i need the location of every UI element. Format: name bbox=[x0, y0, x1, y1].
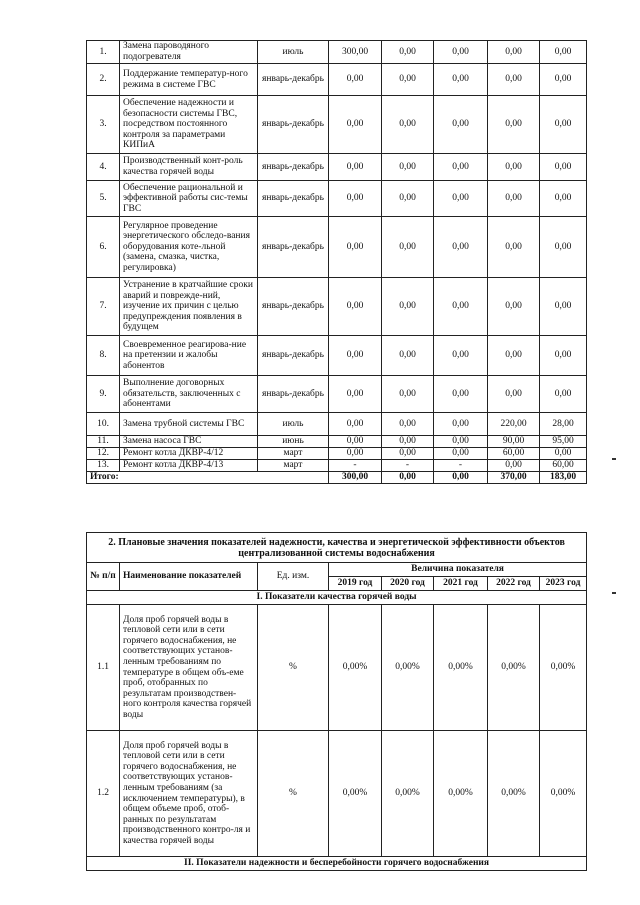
measure-name: Выполнение договорных обязательств, заключенных с абонентами bbox=[120, 376, 258, 413]
section-title: 2. Плановые значения показателей надежности, качества и энергетической эффективности объектов централизованной системы водоснабжения bbox=[87, 533, 587, 563]
amount-cell: 0,00 bbox=[488, 64, 540, 96]
amount-cell: 0,00 bbox=[382, 336, 434, 376]
amount-cell: 0,00 bbox=[540, 96, 587, 154]
table-row bbox=[87, 217, 587, 278]
row-number: 1.2 bbox=[87, 731, 120, 857]
period: январь-декабрь bbox=[258, 376, 329, 413]
total-amount: 370,00 bbox=[488, 472, 540, 484]
period: январь-декабрь bbox=[258, 96, 329, 154]
measure-name: Своевременное реагирова-ние на претензии и жалобы абонентов bbox=[120, 336, 258, 376]
amount-cell: 0,00 bbox=[329, 336, 382, 376]
amount-cell: 28,00 bbox=[540, 413, 587, 436]
scan-mark bbox=[612, 592, 616, 594]
value-cell: 0,00% bbox=[329, 605, 382, 731]
amount-cell: 0,00 bbox=[329, 413, 382, 436]
row-number: 2. bbox=[87, 64, 120, 96]
measure-name: Ремонт котла ДКВР-4/13 bbox=[120, 460, 258, 472]
value-cell: 0,00% bbox=[329, 731, 382, 857]
amount-cell: 0,00 bbox=[434, 181, 488, 217]
amount-cell: 0,00 bbox=[434, 41, 488, 64]
col-header-year: 2020 год bbox=[382, 577, 434, 591]
amount-cell: 0,00 bbox=[434, 413, 488, 436]
scan-mark bbox=[612, 458, 616, 460]
value-cell: 0,00% bbox=[434, 731, 488, 857]
row-number: 1.1 bbox=[87, 605, 120, 731]
value-cell: 0,00% bbox=[488, 605, 540, 731]
amount-cell: 300,00 bbox=[329, 41, 382, 64]
col-header-name: Наименование показателей bbox=[120, 563, 258, 591]
amount-cell: 0,00 bbox=[382, 436, 434, 448]
amount-cell: - bbox=[382, 460, 434, 472]
value-cell: 0,00% bbox=[540, 605, 587, 731]
table-row bbox=[87, 181, 587, 217]
amount-cell: 0,00 bbox=[382, 278, 434, 336]
period: январь-декабрь bbox=[258, 64, 329, 96]
col-header-value: Величина показателя bbox=[329, 563, 587, 577]
row-number: 4. bbox=[87, 154, 120, 181]
amount-cell: 0,00 bbox=[329, 448, 382, 460]
amount-cell: 0,00 bbox=[540, 376, 587, 413]
row-number: 8. bbox=[87, 336, 120, 376]
amount-cell: 0,00 bbox=[329, 436, 382, 448]
amount-cell: 0,00 bbox=[540, 154, 587, 181]
measure-name: Замена пароводяного подогревателя bbox=[120, 41, 258, 64]
amount-cell: 90,00 bbox=[488, 436, 540, 448]
period: январь-декабрь bbox=[258, 181, 329, 217]
amount-cell: 0,00 bbox=[488, 217, 540, 278]
amount-cell: 0,00 bbox=[540, 64, 587, 96]
period: январь-декабрь bbox=[258, 336, 329, 376]
period: январь-декабрь bbox=[258, 278, 329, 336]
row-number: 6. bbox=[87, 217, 120, 278]
table-row bbox=[87, 336, 587, 376]
row-number: 9. bbox=[87, 376, 120, 413]
row-number: 13. bbox=[87, 460, 120, 472]
amount-cell: 0,00 bbox=[488, 181, 540, 217]
row-number: 3. bbox=[87, 96, 120, 154]
amount-cell: 0,00 bbox=[434, 336, 488, 376]
amount-cell: 0,00 bbox=[540, 278, 587, 336]
col-header-year: 2021 год bbox=[434, 577, 488, 591]
measure-name: Обеспечение надежности и безопасности системы ГВС, посредством постоянного контроля за параметрами КИПиА bbox=[120, 96, 258, 154]
plan-expenses-table bbox=[86, 40, 587, 484]
amount-cell: 0,00 bbox=[540, 41, 587, 64]
amount-cell: 0,00 bbox=[488, 154, 540, 181]
table-row bbox=[87, 413, 587, 436]
amount-cell: 95,00 bbox=[540, 436, 587, 448]
amount-cell: - bbox=[434, 460, 488, 472]
col-header-year: 2019 год bbox=[329, 577, 382, 591]
amount-cell: 0,00 bbox=[382, 154, 434, 181]
measure-name: Замена насоса ГВС bbox=[120, 436, 258, 448]
measure-name: Ремонт котла ДКВР-4/12 bbox=[120, 448, 258, 460]
table-row bbox=[87, 64, 587, 96]
amount-cell: - bbox=[329, 460, 382, 472]
period: март bbox=[258, 460, 329, 472]
table-row bbox=[87, 460, 587, 472]
amount-cell: 0,00 bbox=[382, 217, 434, 278]
amount-cell: 0,00 bbox=[382, 181, 434, 217]
amount-cell: 0,00 bbox=[540, 336, 587, 376]
period: январь-декабрь bbox=[258, 217, 329, 278]
amount-cell: 0,00 bbox=[434, 436, 488, 448]
amount-cell: 0,00 bbox=[434, 154, 488, 181]
amount-cell: 0,00 bbox=[329, 181, 382, 217]
row-number: 11. bbox=[87, 436, 120, 448]
table-row bbox=[87, 448, 587, 460]
table-row bbox=[87, 41, 587, 64]
amount-cell: 0,00 bbox=[434, 96, 488, 154]
col-header-year: 2023 год bbox=[540, 577, 587, 591]
row-number: 1. bbox=[87, 41, 120, 64]
table-row bbox=[87, 96, 587, 154]
amount-cell: 0,00 bbox=[488, 96, 540, 154]
indicator-name: Доля проб горячей воды в тепловой сети или в сети горячего водоснабжения, не соответствующих установ-ленным требованиям (за исключением температуры), в общем объеме проб, отоб-ранных по результатам производственного контро-ля и качества горячей воды bbox=[120, 731, 258, 857]
period: июнь bbox=[258, 436, 329, 448]
measure-name: Обеспечение рациональной и эффективной работы сис-темы ГВС bbox=[120, 181, 258, 217]
total-label: Итого: bbox=[87, 472, 329, 484]
row-number: 10. bbox=[87, 413, 120, 436]
unit: % bbox=[258, 605, 329, 731]
amount-cell: 0,00 bbox=[540, 217, 587, 278]
table-row bbox=[87, 278, 587, 336]
total-amount: 300,00 bbox=[329, 472, 382, 484]
period: июль bbox=[258, 413, 329, 436]
amount-cell: 0,00 bbox=[329, 278, 382, 336]
total-row bbox=[87, 472, 587, 484]
table-row bbox=[87, 436, 587, 448]
table-row bbox=[87, 376, 587, 413]
indicator-name: Доля проб горячей воды в тепловой сети или в сети горячего водоснабжения, не соответствующих установ-ленным требованиям по температуре в общем объ-еме проб, отобранных по результатам производствен-ного контроля качества горячей воды bbox=[120, 605, 258, 731]
amount-cell: 0,00 bbox=[434, 217, 488, 278]
amount-cell: 0,00 bbox=[382, 413, 434, 436]
table-row bbox=[87, 154, 587, 181]
amount-cell: 0,00 bbox=[540, 181, 587, 217]
group-heading: II. Показатели надежности и бесперебойности горячего водоснабжения bbox=[87, 857, 587, 871]
total-amount: 0,00 bbox=[382, 472, 434, 484]
group-heading: I. Показатели качества горячей воды bbox=[87, 591, 587, 605]
amount-cell: 0,00 bbox=[329, 96, 382, 154]
amount-cell: 0,00 bbox=[540, 448, 587, 460]
amount-cell: 60,00 bbox=[540, 460, 587, 472]
value-cell: 0,00% bbox=[382, 605, 434, 731]
amount-cell: 0,00 bbox=[488, 278, 540, 336]
amount-cell: 0,00 bbox=[488, 41, 540, 64]
amount-cell: 0,00 bbox=[329, 64, 382, 96]
measure-name: Устранение в кратчайшие сроки аварий и поврежде-ний, изучение их причин с целью предупреждения появления в будущем bbox=[120, 278, 258, 336]
row-number: 7. bbox=[87, 278, 120, 336]
measure-name: Замена трубной системы ГВС bbox=[120, 413, 258, 436]
row-number: 5. bbox=[87, 181, 120, 217]
total-amount: 183,00 bbox=[540, 472, 587, 484]
amount-cell: 0,00 bbox=[382, 64, 434, 96]
amount-cell: 0,00 bbox=[382, 41, 434, 64]
amount-cell: 0,00 bbox=[434, 448, 488, 460]
amount-cell: 0,00 bbox=[434, 64, 488, 96]
value-cell: 0,00% bbox=[382, 731, 434, 857]
amount-cell: 220,00 bbox=[488, 413, 540, 436]
amount-cell: 0,00 bbox=[434, 278, 488, 336]
period: март bbox=[258, 448, 329, 460]
col-header-year: 2022 год bbox=[488, 577, 540, 591]
amount-cell: 0,00 bbox=[329, 376, 382, 413]
amount-cell: 60,00 bbox=[488, 448, 540, 460]
unit: % bbox=[258, 731, 329, 857]
period: январь-декабрь bbox=[258, 154, 329, 181]
col-header-unit: Ед. изм. bbox=[258, 563, 329, 591]
amount-cell: 0,00 bbox=[329, 154, 382, 181]
measure-name: Производственный конт-роль качества горячей воды bbox=[120, 154, 258, 181]
period: июль bbox=[258, 41, 329, 64]
amount-cell: 0,00 bbox=[488, 336, 540, 376]
value-cell: 0,00% bbox=[540, 731, 587, 857]
col-header-no: № п/п bbox=[87, 563, 120, 591]
amount-cell: 0,00 bbox=[382, 96, 434, 154]
amount-cell: 0,00 bbox=[382, 448, 434, 460]
amount-cell: 0,00 bbox=[434, 376, 488, 413]
indicators-table bbox=[86, 532, 587, 871]
value-cell: 0,00% bbox=[488, 731, 540, 857]
amount-cell: 0,00 bbox=[488, 376, 540, 413]
total-amount: 0,00 bbox=[434, 472, 488, 484]
amount-cell: 0,00 bbox=[329, 217, 382, 278]
amount-cell: 0,00 bbox=[382, 376, 434, 413]
measure-name: Поддержание температур-ного режима в системе ГВС bbox=[120, 64, 258, 96]
row-number: 12. bbox=[87, 448, 120, 460]
amount-cell: 0,00 bbox=[488, 460, 540, 472]
value-cell: 0,00% bbox=[434, 605, 488, 731]
measure-name: Регулярное проведение энергетического обследо-вания оборудования коте-льной (замена, смазка, чистка, регулировка) bbox=[120, 217, 258, 278]
